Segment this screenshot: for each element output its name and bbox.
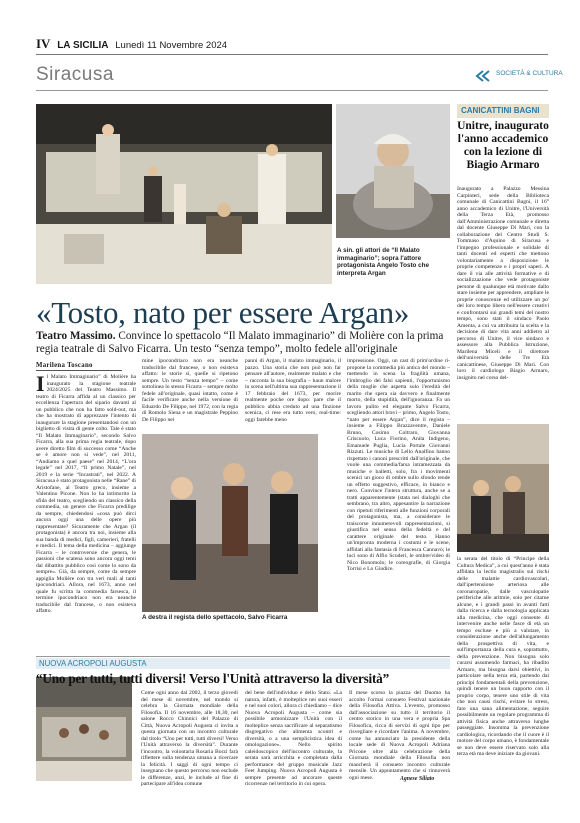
photo-caption-mid: A destra il regista dello spettacolo, Salvo Ficarra	[142, 614, 288, 621]
actor-photo	[336, 104, 450, 238]
second-column-3: Il mese scorso la piazza del Duomo ha accolto l'ormai consueto Festival nazionale della Filosofia Attiva. L'evento, promosso dall'associazione su tutto il territorio il centro storico in una vera e propria Spa Filosofica, ricca di servizi di ogni tipo per risvegliare e ricordare l'anima. A novembre, come ha annunciato la presidente della locale sede di Nuova Acropoli Adriana Pricone oltre alla celebrazione della Giornata mondiale della Filosofia non mancherà il consueto incontro culturale mensile. Un appuntamento che si rinnoverà ogni mese.	[349, 690, 450, 781]
deck-lead: Teatro Massimo.	[36, 330, 116, 342]
article-column-2: mine ipocondriaco non era neanche traducibile dal francese, o non esisteva affatto: le storie si, quelle si ripetono sempre. Un testo “senza tempo” – come sottolinea lo stesso Ficarra – sempre molto fedele all'originale, quasi intatto, come è facile verificare anche nella versione di Eduardo De Filippo, nel 1972, con la regia di Romolo Siena e un magistrale Peppino De Filippo nei	[142, 358, 238, 423]
article-column-1	[36, 371, 136, 650]
second-column-1: Come ogni anno dal 2002, il terzo giovedì del mese di novembre, nel mondo si celebra la Giornata mondiale della Filosofia. Il 16 novembre, alle 18,30, nel salone Rocco Chinnici del Palazzo di Città, Nuova Acropoli Augusta ci invita a questa giornata con un incontro culturale dal titolo “Uno per tutti, tutti diversi! Verso l'Unità attraverso la diversità”. Durante l'incontro, la volontaria Rosaria Borzì farà riflettere sulla tendenza umana a ricercare la felicità. I saggi di ogni tempo ci insegnano che questo percorso non esclude le differenze, anzi, le include al fine di partecipare all'idea comune	[141, 690, 238, 787]
column-1-text: l Malato Immaginario” di Molière ha inaugurato la stagione teatrale 2024/2025 del Teatro Massimo. Il teatro di Ficarra affida al un classico per eccellenza l'apertura del sipario davanti al un pubblico che non ha fatto sold-out, ma che ha mostrato di apprezzare l'intento di inaugurare la stagione presentandosi con un biglietto di visita di gente colto. Tale è stato “Il Malato Immaginario”, secondo Salvo Ficarra, alla sua prima regia teatrale, dopo avere diretto film di successo come “Anche se è amore non si vede”, nel 2011, “Andiamo a quel paese” nel 2014, “L'ora legale” nel 2017, “Il primo Natale”, nel 2019 e la serie “Incastrati”, nel 2022. A Siracusa è stato protagonista nelle “Rane” di Aristofane, al Teatro greco, insieme a Valentino Picone. Non lo ha intimorito la sfida del teatro, scegliendo un classico della commedia, un genere che Ficarra predilige da sempre, chiedendosi «cosa può dirci ancora oggi una delle opere più rappresentate? Sicuramente che Argan (il protagonista) è ancora tra noi, insieme alla sua banda di medici, figli, camerieri, fratelli e medici. Il tema della medicina – aggiunge Ficarra – le controversie che genera, le passioni che scatena sono ancora oggi temi dal dibattito pubblico così come lo sono da sempre». Già, da sempre, come da sempre appiglia Molière con tra veri mali al tanti ipocondriaci. Allora, nel 1673, anno nel quale fu scritta la commedia farsesca, il termine ipocondriaco non era neanche traducibile dal francese, o non esisteva affatto.	[36, 374, 136, 614]
side-column-2: la serata del titolo di “Principe della Cultura Medica”, a cui quest'anno è stata affidata la lectio magistralis sui rischi delle malattie cardiovascolari, dall'ipertensione arteriosa alle coronaropatie, dalle vasculopatie periferiche alle aritmie, solo per citarne alcune, e i grandi passi in avanti fatti dalla ricerca e dalla tecnologia applicata alla medicina, che oggi consente di intervenire anche nelle fasce di età un tempo escluse e più a valutare, in considerazione anche dell'allungamento della prospettiva di vita, e sull'importanza della cura e, soprattutto, della prevenzione. Non bisogna solo curarsi assumendo farmaci, ha ribadito Armaro, ma bisogna darsi obiettivi, in particolare nella terza età, partendo dai principi fondamentali della prevenzione, quindi tenere un buon rapporto con il proprio corpo, tenere uno stile di vita che non causi rischi, evitare lo stress, fare una sana alimentazione, seguire possibilmente un regolare programma di attività fisica anche attraverso lunghe passeggiate. Insomma la prevenzione cardiologica, ricordando che il cuore è il motore del corpo umano, è fondamentale se non deve essere riservato solo alla terza età ma deve iniziare da giovani.	[457, 556, 549, 757]
page-header	[36, 36, 548, 50]
second-rule	[36, 656, 450, 657]
side-kicker: CANICATTINI BAGNI	[457, 104, 549, 118]
article-deck	[36, 330, 450, 356]
director-photo	[142, 434, 318, 612]
acropoli-photo	[36, 677, 132, 781]
side-headline: Unitre, inaugurato l'anno accademico con la lezione di Biagio Armaro	[457, 120, 549, 171]
article-column-4: impressione. Oggi, un cast di prim'ordine ri-propone la commedia più antica del mondo – mettendo in scena la fragilità umana, l'imbroglio dei falsi sapienti, l'opportunismo della moglie che aspetta solo l'eredità del marito che spera sia davvero e finalmente morto, della stupidità, dell'ignoranza. Fa un lavoro pulito ed elegante Salvo Ficarra, scegliendo attori bravi – primo, Angelo Tosto, “nato per essere Argan”, dice il regista – insieme a Filippo Brazzaventre, Daniele Bruno, Cosimo Coltraro, Giovanna Criscuolo, Luca Fiorino, Anita Indigeno, Emanuele Puglia, Lucia Portale Giovanni Rizzuti. Le musiche di Lello Analfino hanno rispettato i canoni prescritti dall'originale, che vuole una commedia/farsa intramezzata da musiche e balletti, solo, fra i movimenti scenici un gioco di ombre sullo sfondo rende un effetto suggestivo, efficace, in bianco e nero. Convince l'intera struttura, anche se a tratti apparentemente (stata nei dialoghi che sembrano, tra altro, appesantire la narrazione con ripetuti riferimenti alle funzioni corporali del protagonista, ma, a considerare le traiscorse innumerevoli rappresentazioni, si giustifica nel senso della fedeltà e del carattere originale del testo. Hanno un'impronta moderna i costumi e le scene, affidati alla fantasia di Francesca Cannavò; le luci sono di Alfio Scuderi, le ombre/video di Nico Bonomolo; le coreografie, di Giorgia Torrisi e Lo Giudice.	[347, 358, 450, 572]
photo-caption-top: A sin. gli attori de “Il Malato immaginario”; sopra l'attore protagonista Angelo Tosto che interpreta Argan	[337, 247, 430, 277]
drop-cap: I	[36, 371, 45, 396]
second-signature: Agnese Siliato	[400, 776, 435, 782]
side-column-1: Inaugurato a Palazzo Messina Carpinteri, sede della Biblioteca comunale di Canicattini Bagni, il 16° anno accademico di Unitre, l'Università della Terza Età, promosso dall'Amministrazione comunale e diretta dal docente Giuseppe Di Mari, con la collaborazione del Centro Studi S. Tommaso d'Aquino di Siracusa e l'impegno professionale e solidale di tanti docenti ed esperti che mettono volontariamente a disposizione le proprie competenze e i propri saperi. A dare il via alle attività formative e di socializzazione che vede protagoniste persone di qualunque età motivate dallo stare insieme per apprendere, ampliare le proprie conoscenze ed utilizzare un po' del loro tempo libero nell'essere creativi e confrontarsi sui grandi temi del nostro tempo, sono stati il sindaco Paolo Amenta, a cui va attribuita la scelta e la decisione di dare vita anni addietro al percorso di Unitre, il vice sindaco e assessore alla Pubblica Istruzione, Marilena Miceli e il direttore dell'università delle Tre Età canicattinese, Giuseppe Di Mari. Con loro il cardiologo Biagio Armaro, insignito nel corso del-	[457, 186, 549, 381]
second-column-2: del bene dell'individuo e dello Stato. «La natura, infatti, è molteplice nei suoi esseri e nel suoi colori, allora ci chiediamo – dice Nuova Acropoli Augusta – come sia possibile armonizzare l'Unità con il molteplice senza sacrificare al separatismo disgregativo che alimenta scontri e diversità, o a una semplicistica idea di omologazione». Nello spirito caleidoscopico dell'incontro culturale, la serata sarà arricchita e completata dalla performance del gruppo musicale Jazz Feet Jumping. Nuova Acropoli Augusta è sempre presente ad ancorare queste ricorrenze nel territorio in cui opera.	[245, 690, 342, 787]
article-headline: «Tosto, nato per essere Argan»	[36, 295, 410, 330]
stage-photo	[36, 104, 332, 284]
second-headline: “Uno per tutti, tutti diversi! Verso l'Unità attraverso la diversità”	[36, 671, 389, 686]
double-chevron-icon	[474, 69, 494, 83]
section-rule	[36, 90, 548, 91]
byline: Marilena Toscano	[36, 362, 122, 371]
issue-date: Lunedì 11 Novembre 2024	[115, 40, 228, 51]
deck-text: Convince lo spettacolo “Il Malato immaginario” di Molière con la prima regia teatrale di Salvo Ficarra. Un testo “senza tempo”, molto fedele all'originale	[36, 330, 444, 355]
lecture-photo	[457, 424, 549, 552]
section-tag: SOCIETÀ & CULTURA	[496, 70, 563, 77]
article-column-3: panni di Argan, il malato immaginario, il pazzo. Una storia che non può non far pensare all'autore, realmente malato e che – racconta la sua biografia – haun malore in scena nell'ultima sua rappresentazione il 17 febbraio del 1673, per morire realmente poche ore dopo: pare che il pubblico abbia creduto ad una finzione scenica, ci rese era tutto vero, real-time: oggi farebbe meno	[245, 358, 341, 423]
publication-name: LA SICILIA	[57, 40, 109, 51]
section-title: Siracusa	[36, 64, 114, 85]
header-rule	[36, 54, 548, 55]
page-number: IV	[36, 36, 51, 51]
second-kicker: NUOVA ACROPOLI AUGUSTA	[36, 658, 450, 669]
